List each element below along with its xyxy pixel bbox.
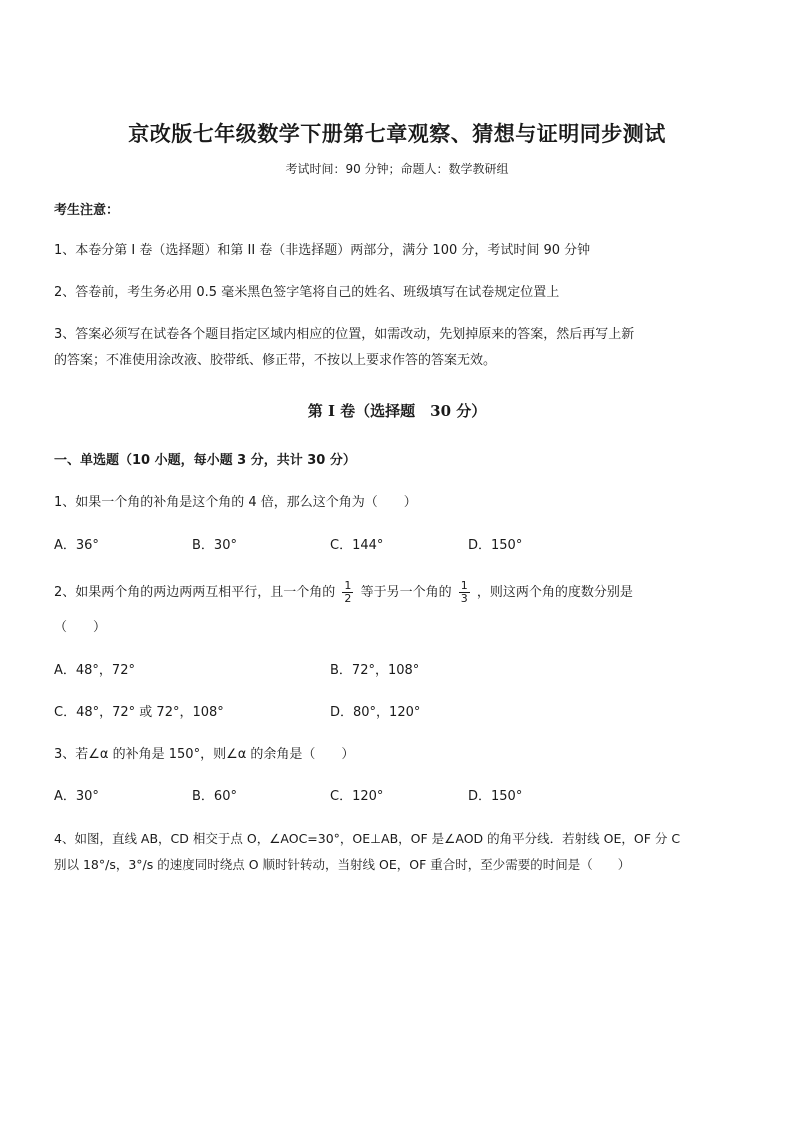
notice-item-1: 1、本卷分第 I 卷（选择题）和第 II 卷（非选择题）两部分，满分 100 分，考试时间 90 分钟: [54, 243, 591, 258]
q2-option-d: D．80°，120°: [330, 705, 421, 720]
q2-frac1-num: 1: [344, 579, 352, 592]
notice-item-3-cont: 的答案；不准使用涂改液、胶带纸、修正带，不按以上要求作答的答案无效。: [54, 353, 497, 368]
q2-text-post: ，则这两个角的度数分别是: [476, 585, 633, 600]
q2-option-c: C．48°，72° 或 72°，108°: [54, 705, 224, 720]
q2-option-a: A．48°，72°: [54, 663, 135, 678]
question-1: 1、如果一个角的补角是这个角的 4 倍，那么这个角为（ ）: [54, 495, 417, 510]
q1-option-d: D．150°: [468, 538, 523, 553]
notice-heading: 考生注意：: [54, 203, 120, 218]
notice-item-3: 3、答案必须写在试卷各个题目指定区域内相应的位置，如需改动，先划掉原来的答案，然后再写上新: [54, 327, 635, 342]
q1-option-b: B．30°: [192, 538, 237, 553]
q2-text-mid: 等于另一个角的: [360, 585, 452, 600]
exam-subtitle: 考试时间：90 分钟；命题人：数学教研组: [285, 162, 509, 176]
section-title: 第 I 卷（选择题 30 分）: [307, 402, 487, 420]
q2-text-pre: 2、如果两个角的两边两两互相平行，且一个角的: [54, 585, 336, 600]
q2-fraction-half: [342, 580, 353, 605]
q3-option-c: C．120°: [330, 789, 384, 804]
q2-frac1-den: 2: [344, 592, 352, 605]
q2-fraction-third: [459, 580, 470, 605]
question-4-line-2: 别以 18°/s，3°/s 的速度同时绕点 O 顺时针转动，当射线 OE，OF 重合时，至少需要的时间是（ ）: [54, 857, 631, 872]
q2-answer-paren: （ ）: [54, 620, 107, 635]
question-2: [54, 580, 744, 605]
q2-frac2-num: 1: [460, 579, 468, 592]
question-4-line-1: 4、如图，直线 AB，CD 相交于点 O，∠AOC=30°，OE⊥AB，OF 是∠AOD 的角平分线．若射线 OE，OF 分 C: [54, 831, 681, 846]
q2-frac2-den: 3: [460, 592, 468, 605]
q1-option-a: A．36°: [54, 538, 99, 553]
exam-title: 京改版七年级数学下册第七章观察、猜想与证明同步测试: [128, 121, 666, 146]
notice-item-2: 2、答卷前，考生务必用 0.5 毫米黑色签字笔将自己的姓名、班级填写在试卷规定位置上: [54, 285, 560, 300]
q3-option-d: D．150°: [468, 789, 523, 804]
q3-option-b: B．60°: [192, 789, 237, 804]
question-3: 3、若∠α 的补角是 150°，则∠α 的余角是（ ）: [54, 747, 355, 762]
q2-option-b: B．72°，108°: [330, 663, 420, 678]
part-heading: 一、单选题（10 小题，每小题 3 分，共计 30 分）: [54, 453, 356, 468]
q1-option-c: C．144°: [330, 538, 384, 553]
q3-option-a: A．30°: [54, 789, 99, 804]
